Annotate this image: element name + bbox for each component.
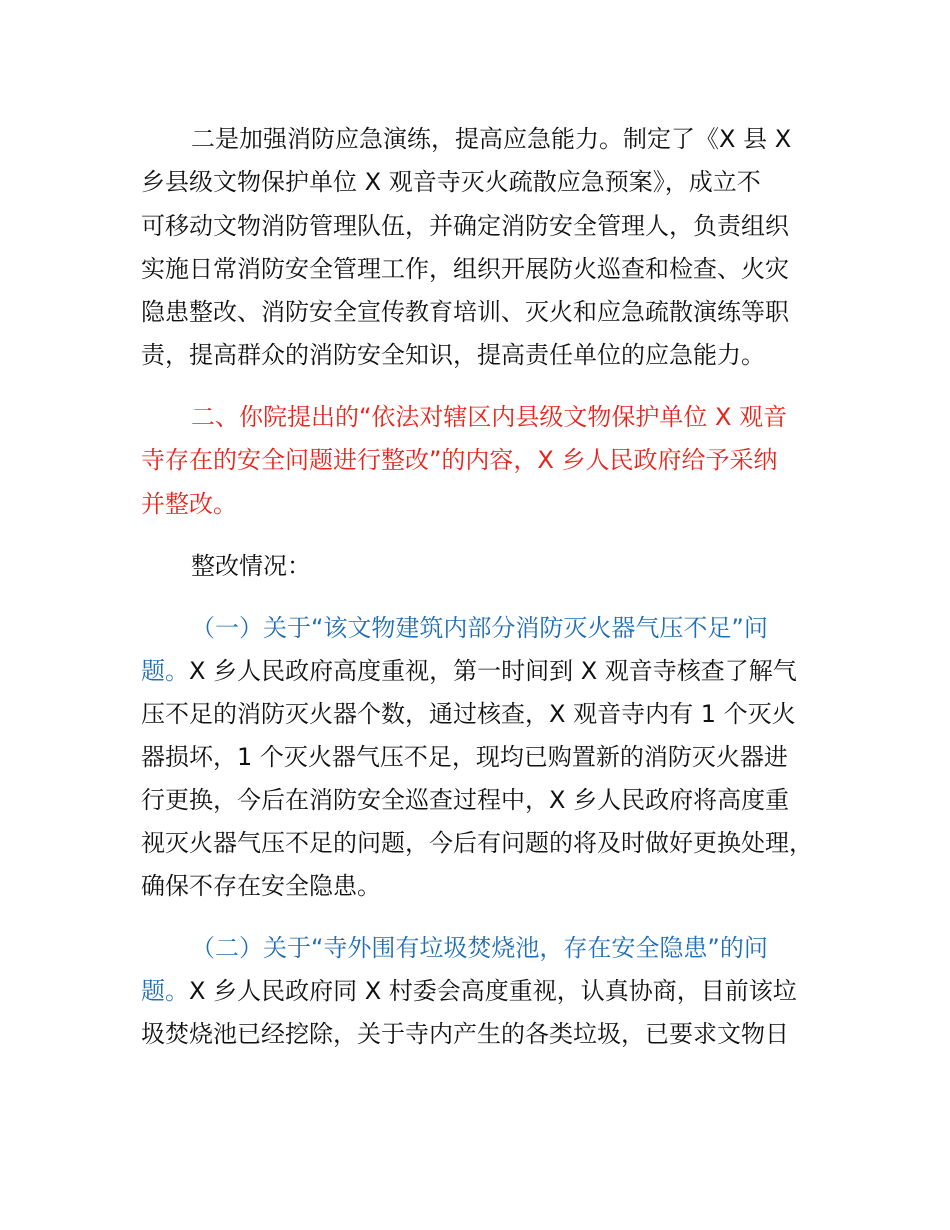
p1-line-3: 可移动文物消防管理队伍，并确定消防安全管理人，负责组织 [141, 212, 789, 240]
p4-line-3: 压不足的消防灭火器个数，通过核查，X 观音寺内有 1 个灭火 [141, 700, 796, 728]
p3-line-1: 整改情况： [191, 552, 311, 580]
p5-heading-line-1: （二）关于“寺外围有垃圾焚烧池，存在安全隐患”的问 [191, 934, 768, 962]
p2-line-2: 寺存在的安全问题进行整改”的内容，X 乡人民政府给予采纳 [141, 446, 778, 474]
p5-line-2 [141, 976, 797, 1006]
p1-line-4: 实施日常消防安全管理工作，组织开展防火巡查和检查、火灾 [141, 255, 789, 283]
p2-line-3: 并整改。 [141, 490, 237, 518]
p1-line-5: 隐患整改、消防安全宣传教育培训、灭火和应急疏散演练等职 [141, 298, 789, 326]
p4-heading-line-2: 题。 [141, 657, 189, 685]
p1-line-2: 乡县级文物保护单位 X 观音寺灭火疏散应急预案》，成立不 [141, 168, 761, 196]
p5-line-3: 圾焚烧池已经挖除，关于寺内产生的各类垃圾，已要求文物日 [141, 1020, 789, 1048]
p5-line-2-rest: X 乡人民政府同 X 村委会高度重视，认真协商，目前该垃 [189, 977, 797, 1005]
p2-line-1: 二、你院提出的“依法对辖区内县级文物保护单位 X 观音 [191, 403, 788, 431]
p4-line-2 [141, 656, 797, 686]
p4-line-2-rest: X 乡人民政府高度重视，第一时间到 X 观音寺核查了解气 [189, 657, 797, 685]
p4-line-6: 视灭火器气压不足的问题，今后有问题的将及时做好更换处理， [141, 829, 813, 857]
p4-line-7: 确保不存在安全隐患。 [141, 872, 381, 900]
p1-line-1: 二是加强消防应急演练，提高应急能力。制定了《X 县 X [191, 125, 792, 153]
p5-heading-line-2: 题。 [141, 977, 189, 1005]
p1-line-6: 责，提高群众的消防安全知识，提高责任单位的应急能力。 [141, 341, 765, 369]
p4-heading-line-1: （一）关于“该文物建筑内部分消防灭火器气压不足”问 [191, 614, 768, 642]
p4-line-4: 器损坏，1 个灭火器气压不足，现均已购置新的消防灭火器进 [141, 743, 788, 771]
p4-line-5: 行更换，今后在消防安全巡查过程中，X 乡人民政府将高度重 [141, 786, 790, 814]
